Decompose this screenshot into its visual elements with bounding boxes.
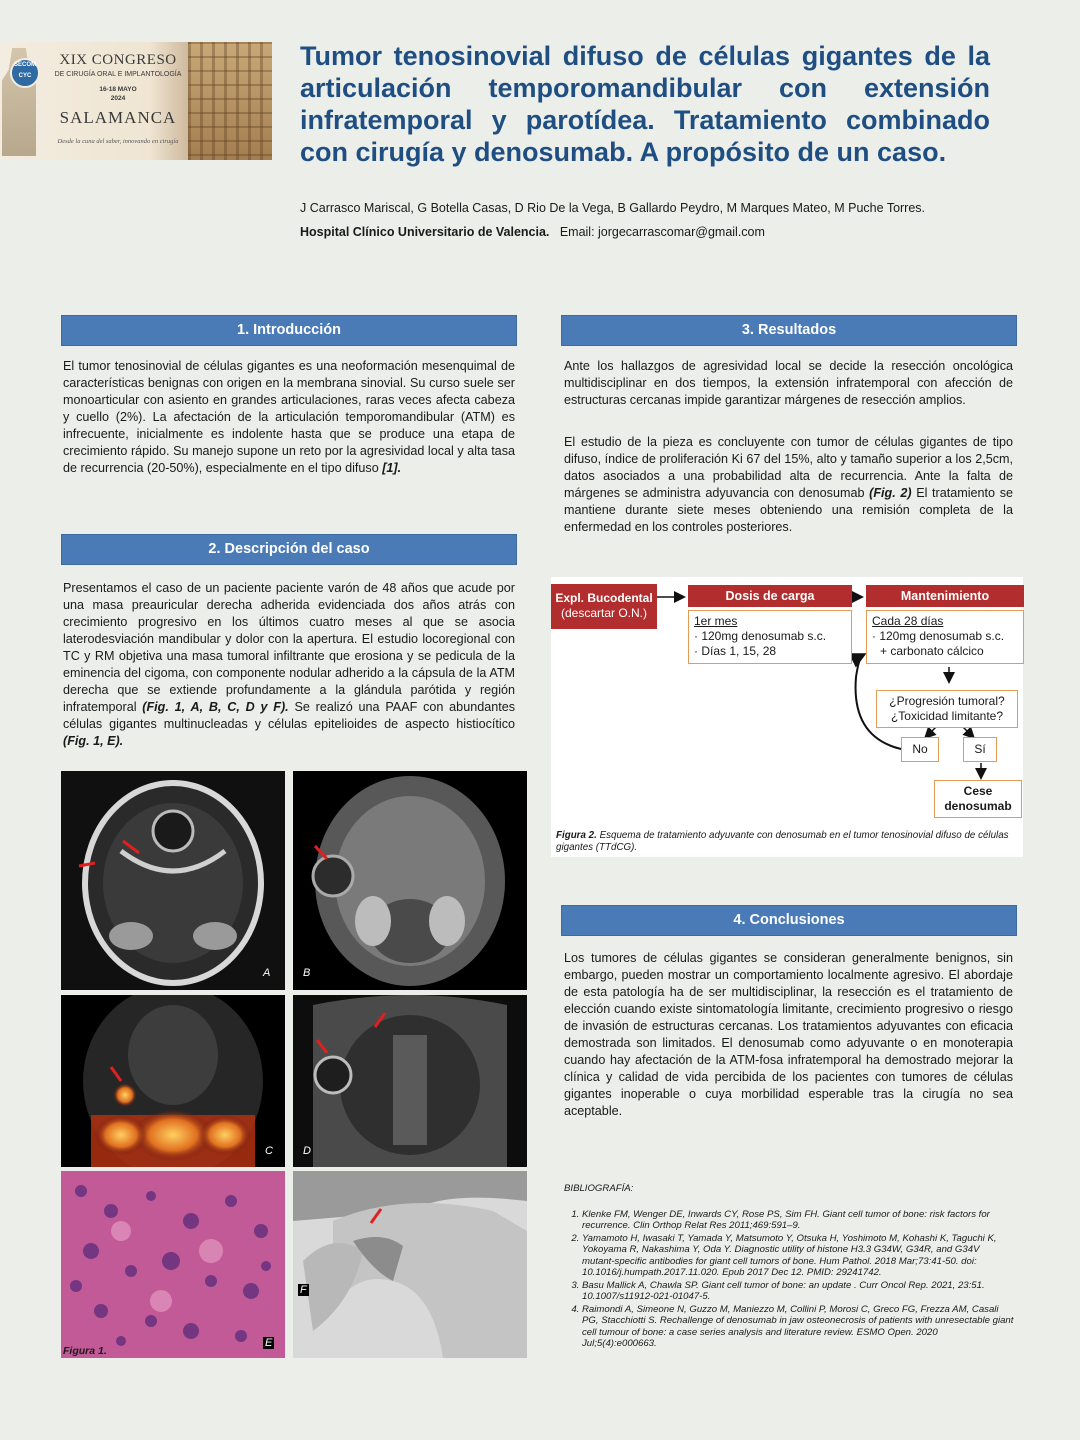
case-text: Presentamos el caso de un paciente paciente varón de 48 años que acude por una masa preauricular derecha adherida evidenciada dos años atrás con crecimiento progresivo en los últimos cuatro meses al que se asocia laterodesviación mandibular y dolor con la apertura. El estudio locoregional con TC y RM objetiva una masa tumoral infiltrante que erosiona y se pedicula de la eminencia del cigoma, con componente nodular adherido a la cápsula de la ATM derecha que se extiende profundamente a la glándula parótida y región infratemporal (Fig. 1, A, B, C, D y F). Se realizó una PAAF con abundantes células gigantes multinucleadas y células epitelioides de aspecto histiocítico (Fig. 1, E). — [63, 581, 516, 748]
panel-label-d: D — [303, 1145, 311, 1157]
poster-title: Tumor tenosinovial difuso de células gigantes de la articulación temporomandibular con extensión infratemporal y parotídea. Tratamiento combinado con cirugía y denosumab. A propósito de un caso. — [300, 41, 990, 167]
figure1-panel-f — [293, 1171, 527, 1358]
expl-bucodental-box: Expl. Bucodental (descartar O.N.) — [551, 584, 657, 629]
panel-label-e: E — [265, 1337, 273, 1349]
results-heading: 3. Resultados — [561, 315, 1017, 346]
case-heading: 2. Descripción del caso — [61, 534, 517, 565]
mri-coronal-image — [293, 995, 527, 1167]
panel-label-c: C — [265, 1145, 273, 1157]
results-paragraph-1: Ante los hallazgos de agresividad local se decide la resección oncológica multidisciplinar en dos tiempos, la extensión infratemporal con afección de estructuras cercanas impide garantizar márgenes de resección amplios. — [564, 359, 1013, 407]
figure1-panel-d — [293, 995, 527, 1167]
banner-facade-image — [188, 42, 272, 160]
no-box: No — [901, 737, 939, 762]
contact-email: Email: jorgecarrascomar@gmail.com — [559, 225, 765, 239]
congress-banner — [0, 42, 272, 160]
conclusions-heading: 4. Conclusiones — [561, 905, 1017, 936]
poster-affiliation — [300, 225, 1000, 239]
banner-city: SALAMANCA — [59, 108, 177, 127]
bibliography-item: 1. Klenke FM, Wenger DE, Inwards CY, Rose PS, Sim FH. Giant cell tumor of bone: risk factors for recurrence. Clin Orthop Relat Res 2011;469:591–9. — [582, 1209, 1014, 1232]
mantenimiento-heading: Mantenimiento — [866, 585, 1024, 607]
results-paragraph-2: El estudio de la pieza es concluyente con tumor de células gigantes de tipo difuso, índice de proliferación Ki 67 del 15%, alto y tamaño superior a los 2,5cm, datos asociados a una probabilidad alta de recurrencia. Ante la falta de márgenes se administra adyuvancia con denosumab (Fig. 2) El tratamiento se mantiene durante siete meses obteniendo una remisión completa de la enfermedad en los controles posteriores. — [564, 435, 1014, 534]
figure1-panel-c — [61, 995, 285, 1167]
figure1-panel-e — [61, 1171, 285, 1358]
3d-reconstruction-image — [293, 1171, 527, 1358]
bibliography-item: 3. Basu Mallick A, Chawla SP. Giant cell tumor of bone: an update . Curr Oncol Rep. 2021, 23:51. 10.1007/s11912-021-01047-5. — [582, 1280, 1014, 1303]
bibliography-item: 4. Raimondi A, Simeone N, Guzzo M, Maniezzo M, Collini P, Morosi C, Greco FG, Frezza AM, Casali PG, Stacchiotti S. Rechallenge of denosumab in jaw osteonecrosis of patients with unresectable giant cell tumour of bone: a case series analysis and literature review. ESMO Open. 2020 Jul;5(4):e000663. — [582, 1304, 1014, 1350]
dosis-carga-heading: Dosis de carga — [688, 585, 852, 607]
si-box: Sí — [963, 737, 997, 762]
panel-label-f: F — [300, 1284, 307, 1296]
figure2-caption: Figura 2. Esquema de tratamiento adyuvante con denosumab en el tumor tenosinovial difuso de células gigantes (TTdCG). — [556, 830, 1009, 853]
banner-motto: Desde la cuna del saber, innovando en cirugía — [57, 138, 179, 145]
poster-authors: J Carrasco Mariscal, G Botella Casas, D Rio De la Vega, B Gallardo Peydro, M Marques Mateo, M Puche Torres. — [300, 201, 926, 215]
figure1-panel-a — [61, 771, 285, 990]
mantenimiento-box — [866, 585, 1024, 664]
congress-logo: SECOM CYC — [10, 58, 40, 88]
banner-congress: XIX CONGRESO — [59, 52, 177, 68]
pet-ct-image — [61, 995, 285, 1167]
bibliography — [564, 1183, 1014, 1351]
decision-box: ¿Progresión tumoral? ¿Toxicidad limitante? — [876, 690, 1018, 728]
cese-box: Cese denosumab — [934, 780, 1022, 818]
mantenimiento-content: Cada 28 días · 120mg denosumab s.c. + carbonato cálcico — [866, 610, 1024, 664]
figure1-caption: Figura 1. — [63, 1345, 107, 1357]
conclusions-text: Los tumores de células gigantes se consideran generalmente benignos, sin embargo, pueden mostrar un comportamiento localmente agresivo. El abordaje de esta patología ha de ser multidisciplinar, la resección es el tratamiento de elección cuando existe sintomatología limitante, crecimiento progresivo o riesgo de invasión de estructuras cercanas. Los tratamientos adyuvantes con eficacia demostrada son limitados. El denosumab como adyuvante o en monoterapia cuando hay afectación de la ATM-fosa infratemporal ha demostrado mejorar la clínica y calidad de vida percibida de los pacientes con tumores de células gigantes inoperable o cuya morbilidad esperable tras la cirugía no sea aceptable. — [564, 951, 1013, 1118]
intro-heading: 1. Introducción — [61, 315, 517, 346]
bibliography-heading: BIBLIOGRAFÍA: — [564, 1183, 634, 1194]
panel-label-a: A — [263, 967, 271, 979]
banner-year: 2024 — [110, 95, 126, 102]
panel-label-b: B — [303, 967, 311, 979]
banner-subtitle: DE CIRUGÍA ORAL E IMPLANTOLOGÍA — [54, 71, 182, 78]
mri-axial-image — [293, 771, 527, 990]
ct-axial-image — [61, 771, 285, 990]
bibliography-item: 2. Yamamoto H, Iwasaki T, Yamada Y, Matsumoto Y, Otsuka H, Yoshimoto M, Kohashi K, Taguchi K, Yokoyama R, Nakashima Y, Oda Y. Diagnostic utility of histone H3.3 G34W, G34R, and G34V mutant-specific antibodies for giant cell tumors of bone. Hum Pathol. 2018 Mar;73:41-50. doi: 10.1016/j.humpath.2017.11.020. Epub 2017 Dec 12. PMID: 29241742. — [582, 1233, 1014, 1279]
figure1-panel-b — [293, 771, 527, 990]
histology-image — [61, 1171, 285, 1358]
hospital-name: Hospital Clínico Universitario de Valencia. — [300, 225, 550, 239]
intro-text: El tumor tenosinovial de células gigantes es una neoformación mesenquimal de características benignas con origen en la membrana sinovial. Su curso suele ser monoarticular con asiento en grandes articulaciones, raras veces afecta cabeza y cuello (2%). La afectación de la articulación temporomandibular (ATM) es infrecuente, inicialmente es indolente hasta que se produce una etapa de crecimiento rápido. Su manejo supone un reto por la agresividad local y alta tasa de recurrencia (20-50%), especialmente en el tipo difuso [1]. — [63, 359, 515, 475]
banner-dates: 16-18 MAYO — [99, 86, 137, 93]
dosis-carga-content: 1er mes · 120mg denosumab s.c. · Días 1, 15, 28 — [688, 610, 852, 664]
dosis-carga-box — [688, 585, 852, 664]
